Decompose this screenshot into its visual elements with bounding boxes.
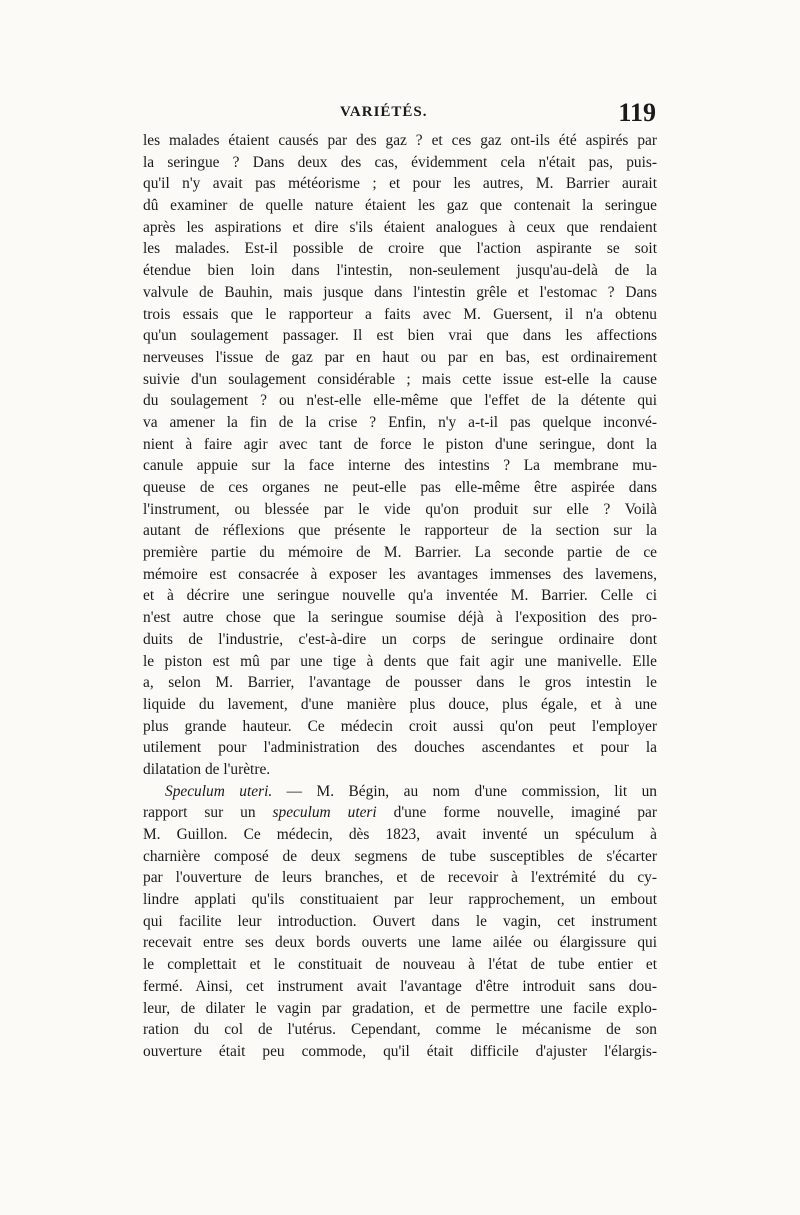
text-line [143, 802, 657, 824]
text-span: valvule de Bauhin, mais jusque dans l'intestin grêle et l'estomac ? Dans [143, 283, 657, 301]
text-line [143, 195, 657, 217]
text-line [143, 694, 657, 716]
running-head: VARIÉTÉS. [340, 104, 428, 120]
text-line [143, 477, 657, 499]
text-span: nient à faire agir avec tant de force le piston d'une seringue, dont la [143, 435, 657, 453]
text-line [143, 976, 657, 998]
text-span: ration du col de l'utérus. Cependant, comme le mécanisme de son [143, 1021, 657, 1039]
text-line [143, 564, 657, 586]
text-line [143, 824, 657, 846]
text-line [143, 651, 657, 673]
text-span: du soulagement ? ou n'est-elle elle-même que l'effet de la détente qui [143, 392, 657, 410]
text-line [143, 173, 657, 195]
text-span: dilatation de l'urètre. [143, 760, 271, 778]
text-span: qu'un soulagement passager. Il est bien vrai que dans les affections [143, 327, 657, 345]
text-line [143, 867, 657, 889]
text-line [143, 347, 657, 369]
text-span: après les aspirations et dire s'ils étaient analogues à ceux que rendaient [143, 218, 657, 236]
text-span: les malades. Est-il possible de croire que l'action aspirante se soit [143, 240, 657, 258]
text-span: qu'il n'y avait pas météorisme ; et pour les autres, M. Barrier aurait [143, 175, 657, 193]
text-line [143, 217, 657, 239]
text-line [143, 282, 657, 304]
text-line [143, 434, 657, 456]
text-span: duits de l'industrie, c'est-à-dire un corps de seringue ordinaire dont [143, 630, 657, 648]
text-span: rapport sur un [143, 804, 273, 822]
text-span: utilement pour l'administration des douches ascendantes et pour la [143, 739, 657, 757]
text-line [143, 238, 657, 260]
text-span: plus grande hauteur. Ce médecin croit aussi qu'on peut l'employer [143, 717, 657, 735]
text-span: ouverture était peu commode, qu'il était difficile d'ajuster l'élargis- [143, 1042, 657, 1060]
text-span: nerveuses l'issue de gaz par en haut ou par en bas, est ordinairement [143, 348, 657, 366]
italic-term: speculum uteri [272, 804, 377, 822]
text-span: leur, de dilater le vagin par gradation, et de permettre une facile explo- [143, 999, 657, 1017]
text-line [143, 672, 657, 694]
text-span: d'une forme nouvelle, imaginé par [376, 804, 657, 822]
text-span: qui facilite leur introduction. Ouvert dans le vagin, cet instrument [143, 912, 657, 930]
text-line [143, 520, 657, 542]
text-line [143, 716, 657, 738]
text-line [143, 781, 657, 803]
text-line [143, 954, 657, 976]
text-span: la seringue ? Dans deux des cas, évidemment cela n'était pas, puis- [143, 153, 657, 171]
text-span: n'est autre chose que la seringue soumise déjà à l'exposition des pro- [143, 609, 657, 627]
text-span: canule appuie sur la face interne des intestins ? La membrane mu- [143, 457, 657, 475]
text-line [143, 932, 657, 954]
text-span: par l'ouverture de leurs branches, et de recevoir à l'extrémité du cy- [143, 869, 657, 887]
text-span: — M. Bégin, au nom d'une commission, lit un [272, 782, 657, 800]
text-line [143, 737, 657, 759]
text-span: a, selon M. Barrier, l'avantage de pousser dans le gros intestin le [143, 674, 657, 692]
text-line [143, 1019, 657, 1041]
text-span: charnière composé de deux segmens de tube susceptibles de s'écarter [143, 847, 657, 865]
text-span: mémoire est consacrée à exposer les avantages immenses des lavemens, [143, 565, 657, 583]
text-line [143, 542, 657, 564]
text-span: M. Guillon. Ce médecin, dès 1823, avait inventé un spéculum à [143, 826, 657, 843]
text-span: fermé. Ainsi, cet instrument avait l'avantage d'être introduit sans dou- [143, 977, 657, 995]
text-line [143, 304, 657, 326]
text-line [143, 390, 657, 412]
text-line [143, 412, 657, 434]
text-line [143, 1041, 657, 1063]
italic-heading: Speculum uteri. [165, 782, 273, 800]
text-line [143, 455, 657, 477]
text-line [143, 369, 657, 391]
page-number: 119 [618, 98, 656, 127]
text-span: trois essais que le rapporteur a faits avec M. Guersent, il n'a obtenu [143, 305, 657, 323]
body-text [143, 130, 657, 1063]
text-span: recevait entre ses deux bords ouverts une lame ailée ou élargissure qui [143, 934, 657, 952]
text-span: va amener la fin de la crise ? Enfin, n'y a-t-il pas quelque inconvé- [143, 413, 657, 431]
text-span: l'instrument, ou blessée par le vide qu'on produit sur elle ? Voilà [143, 500, 657, 518]
text-span: queuse de ces organes ne peut-elle pas elle-même être aspirée dans [143, 479, 657, 496]
text-span: dû examiner de quelle nature étaient les gaz que contenait la seringue [143, 197, 657, 215]
text-line [143, 889, 657, 911]
text-span: autant de réflexions que présente le rapporteur de la section sur la [143, 522, 657, 540]
text-line [143, 607, 657, 629]
text-line [143, 846, 657, 868]
text-line [143, 911, 657, 933]
text-span: le complettait et le constituait de nouveau à l'état de tube entier et [143, 956, 657, 974]
text-line [143, 499, 657, 521]
text-span: et à décrire une seringue nouvelle qu'a inventée M. Barrier. Celle ci [143, 587, 657, 605]
text-span: suivie d'un soulagement considérable ; mais cette issue est-elle la cause [143, 370, 657, 388]
text-line [143, 585, 657, 607]
text-span: le piston est mû par une tige à dents que fait agir une manivelle. Elle [143, 652, 657, 670]
text-line [143, 998, 657, 1020]
text-span: les malades étaient causés par des gaz ? et ces gaz ont-ils été aspirés par [143, 132, 657, 149]
text-line [143, 260, 657, 282]
text-span: lindre applati qu'ils constituaient par leur rapprochement, un embout [143, 891, 657, 909]
text-line [143, 325, 657, 347]
text-line [143, 130, 657, 152]
text-line [143, 629, 657, 651]
text-line [143, 759, 657, 781]
text-span: première partie du mémoire de M. Barrier. La seconde partie de ce [143, 544, 657, 562]
text-line [143, 152, 657, 174]
text-span: liquide du lavement, d'une manière plus douce, plus égale, et à une [143, 695, 657, 713]
text-span: étendue bien loin dans l'intestin, non-seulement jusqu'au-delà de la [143, 262, 657, 280]
